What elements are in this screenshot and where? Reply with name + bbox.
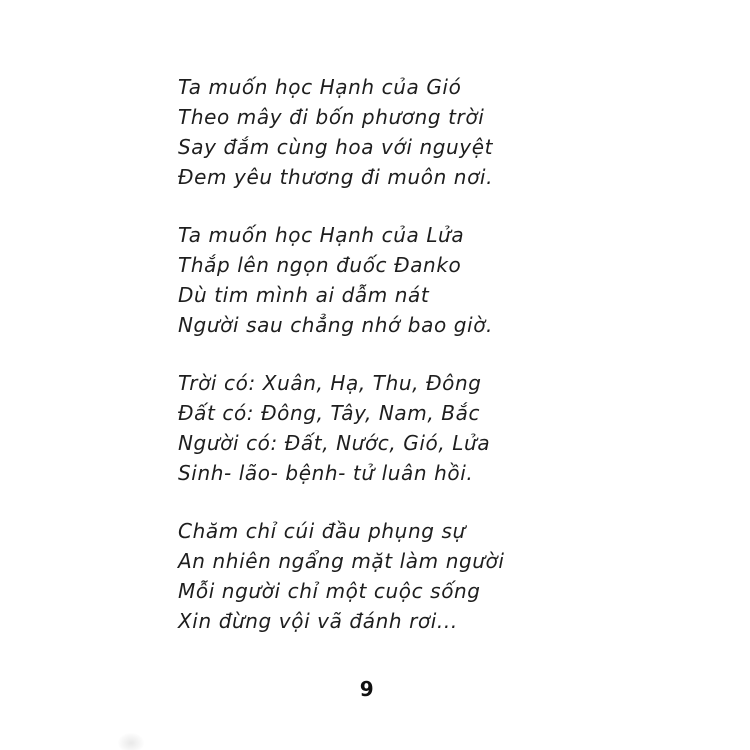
- poem-stanza: [178, 72, 505, 192]
- page-number: 9: [359, 677, 375, 701]
- poem-line: Người có: Đất, Nước, Gió, Lửa: [178, 431, 491, 455]
- poem-line: Đem yêu thương đi muôn nơi.: [178, 165, 494, 189]
- poem-line: Dù tim mình ai dẫm nát: [178, 283, 430, 307]
- poem-line: Sinh- lão- bệnh- tử luân hồi.: [178, 461, 474, 485]
- poem-text-block: [178, 72, 505, 664]
- poem-line: Đất có: Đông, Tây, Nam, Bắc: [178, 401, 481, 425]
- poem-line: Thắp lên ngọn đuốc Đanko: [178, 253, 462, 277]
- poem-stanza: [178, 368, 505, 488]
- poem-line: Ta muốn học Hạnh của Lửa: [178, 223, 465, 247]
- poem-line: An nhiên ngẩng mặt làm người: [178, 549, 505, 573]
- poem-line: Ta muốn học Hạnh của Gió: [178, 75, 462, 99]
- poem-line: Theo mây đi bốn phương trời: [178, 105, 485, 129]
- scan-smudge-mark: [118, 733, 144, 750]
- poem-stanza: [178, 220, 505, 340]
- poem-line: Chăm chỉ cúi đầu phụng sự: [178, 519, 466, 543]
- poem-line: Trời có: Xuân, Hạ, Thu, Đông: [178, 371, 482, 395]
- poem-line: Say đắm cùng hoa với nguyệt: [178, 135, 494, 159]
- poem-stanza: [178, 516, 505, 636]
- poem-line: Xin đừng vội vã đánh rơi...: [178, 609, 458, 633]
- poem-line: Mỗi người chỉ một cuộc sống: [178, 579, 481, 603]
- poem-line: Người sau chẳng nhớ bao giờ.: [178, 313, 493, 337]
